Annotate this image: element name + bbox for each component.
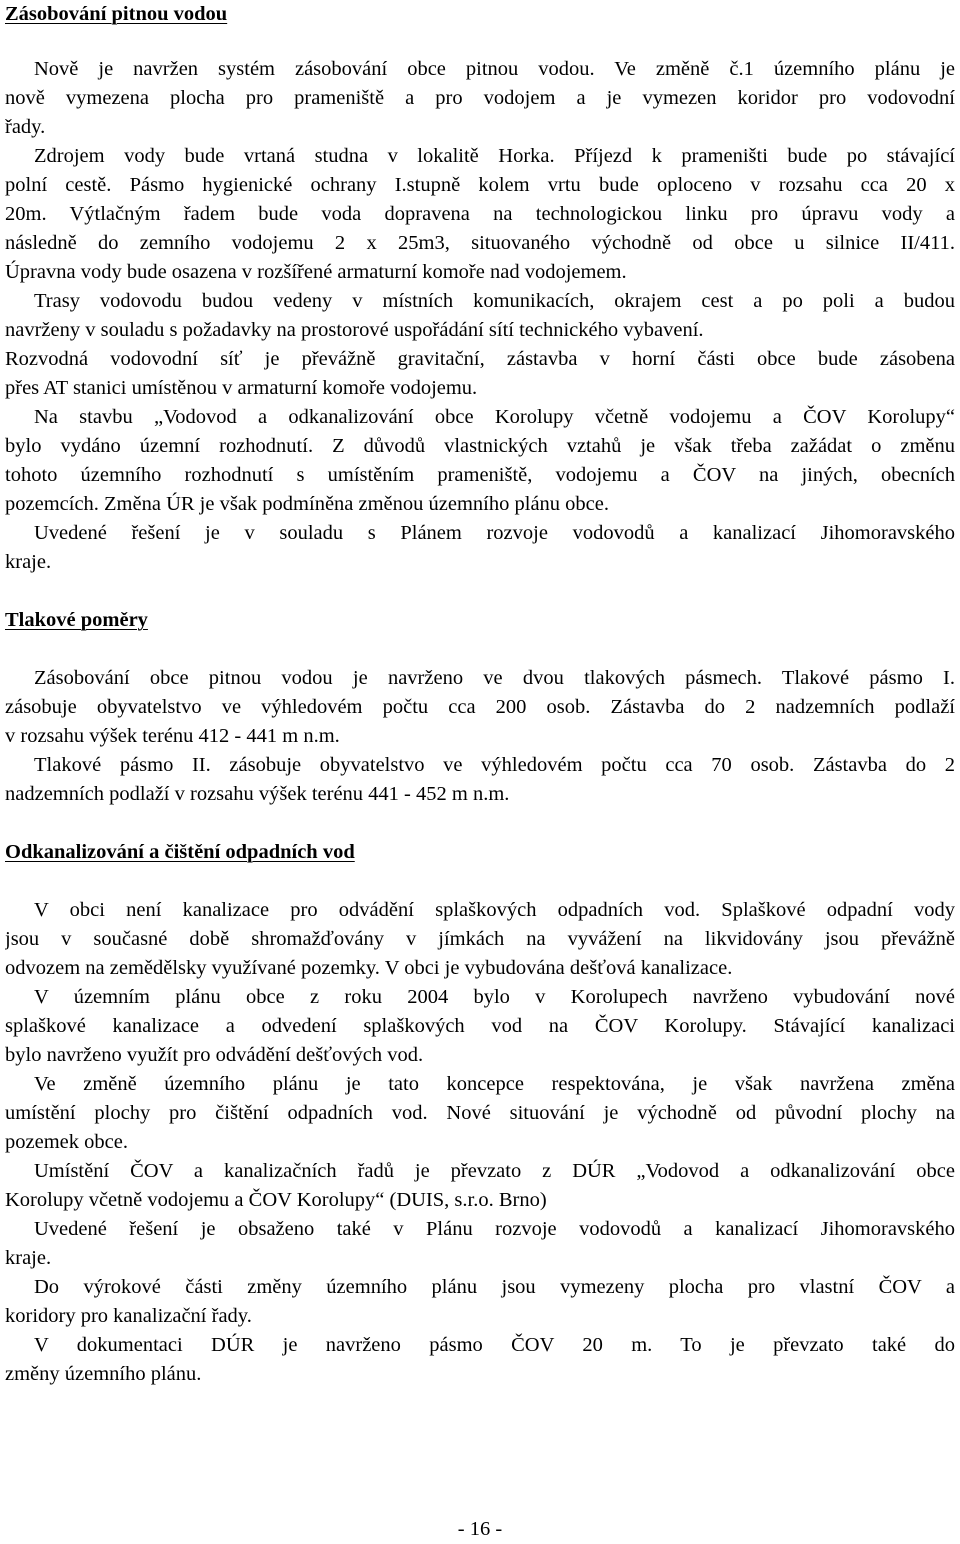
section-pressure (5, 606, 955, 635)
section-heading-pressure: Tlakové poměry (5, 609, 148, 631)
paragraph-sewage-1 (5, 896, 955, 983)
text-line: Ve změně územního plánu je tato koncepce respektována, je však navržena změna (34, 1073, 955, 1095)
page-number: - 16 - (457, 1518, 503, 1540)
paragraph-water-4 (5, 403, 955, 519)
text-line: tohoto územního rozhodnutí s umístěním prameniště, vodojemu a ČOV na jiných, obecních (5, 464, 955, 486)
paragraph-pressure-2 (5, 751, 955, 809)
paragraph-sewage-7 (5, 1331, 955, 1389)
text-line: bylo navrženo využít pro odvádění dešťových vod. (5, 1044, 424, 1066)
text-line: odvozem na zemědělsky využívané pozemky. V obci je vybudována dešťová kanalizace. (5, 957, 733, 979)
text-line: zásobuje obyvatelstvo ve výhledovém počtu cca 200 osob. Zástavba do 2 nadzemních podlaží (5, 696, 955, 718)
section-water-supply (5, 0, 955, 29)
text-line: nově vymezena plocha pro prameniště a pro vodojem a je vymezen koridor pro vodovodní (5, 87, 955, 109)
paragraph-sewage-6 (5, 1273, 955, 1331)
text-line: kraje. (5, 1247, 52, 1269)
text-line: pozemcích. Změna ÚR je však podmíněna změnou územního plánu obce. (5, 493, 609, 515)
text-line: Tlakové pásmo II. zásobuje obyvatelstvo ve výhledovém počtu cca 70 osob. Zástavba do 2 (34, 754, 955, 776)
text-line: splaškové kanalizace a odvedení splaškových vod na ČOV Korolupy. Stávající kanalizaci (5, 1015, 955, 1037)
text-line: Na stavbu „Vodovod a odkanalizování obce Korolupy včetně vodojemu a ČOV Korolupy“ (34, 406, 955, 428)
paragraph-water-1 (5, 55, 955, 142)
paragraph-pressure-1 (5, 664, 955, 751)
text-line: bylo vydáno územní rozhodnutí. Z důvodů vlastnických vztahů je však třeba zažádat o změnu (5, 435, 955, 457)
section-sewage (5, 838, 955, 867)
text-line: V dokumentaci DÚR je navrženo pásmo ČOV 20 m. To je převzato také do (34, 1334, 955, 1356)
text-line: změny územního plánu. (5, 1363, 202, 1385)
text-line: jsou v současné době shromažďovány v jímkách na vyvážení na likvidovány jsou převážně (5, 928, 955, 950)
paragraph-water-5 (5, 519, 955, 577)
section-heading-sewage: Odkanalizování a čištění odpadních vod (5, 841, 355, 863)
text-line: přes AT stanici umístěnou v armaturní komoře vodojemu. (5, 377, 478, 399)
section-heading-water-supply: Zásobování pitnou vodou (5, 3, 228, 25)
text-line: V územním plánu obce z roku 2004 bylo v Korolupech navrženo vybudování nové (34, 986, 955, 1008)
paragraph-sewage-2 (5, 983, 955, 1070)
text-line: Zdrojem vody bude vrtaná studna v lokalitě Horka. Příjezd k prameništi bude po stávající (34, 145, 955, 167)
paragraph-water-2 (5, 142, 955, 287)
text-line: Do výrokové části změny územního plánu jsou vymezeny plocha pro vlastní ČOV a (34, 1276, 955, 1298)
paragraph-sewage-5 (5, 1215, 955, 1273)
text-line: následně do zemního vodojemu 2 x 25m3, situovaného východně od obce u silnice II/411. (5, 232, 955, 254)
text-line: Uvedené řešení je obsaženo také v Plánu rozvoje vodovodů a kanalizací Jihomoravského (34, 1218, 955, 1240)
text-line: kraje. (5, 551, 52, 573)
text-line: Trasy vodovodu budou vedeny v místních komunikacích, okrajem cest a po poli a budou (34, 290, 955, 312)
paragraph-sewage-4 (5, 1157, 955, 1215)
text-line: pozemek obce. (5, 1131, 128, 1153)
text-line: řady. (5, 116, 46, 138)
paragraph-water-3 (5, 287, 955, 403)
text-line: Korolupy včetně vodojemu a ČOV Korolupy“ (DUIS, s.r.o. Brno) (5, 1189, 547, 1211)
text-line: umístění plochy pro čištění odpadních vod. Nové situování je východně od původní plochy na (5, 1102, 955, 1124)
text-line: Umístění ČOV a kanalizačních řadů je převzato z DÚR „Vodovod a odkanalizování obce (34, 1160, 955, 1182)
text-line: Nově je navržen systém zásobování obce pitnou vodou. Ve změně č.1 územního plánu je (34, 58, 955, 80)
text-line: Úpravna vody bude osazena v rozšířené armaturní komoře nad vodojemem. (5, 261, 627, 283)
text-line: Rozvodná vodovodní síť je převážně gravitační, zástavba v horní části obce bude zásobena (5, 348, 955, 370)
text-line: polní cestě. Pásmo hygienické ochrany I.stupně kolem vrtu bude oploceno v rozsahu cca 20 x (5, 174, 955, 196)
text-line: koridory pro kanalizační řady. (5, 1305, 252, 1327)
text-line: Uvedené řešení je v souladu s Plánem rozvoje vodovodů a kanalizací Jihomoravského (34, 522, 955, 544)
text-line: 20m. Výtlačným řadem bude voda dopravena na technologickou linku pro úpravu vody a (5, 203, 955, 225)
text-line: Zásobování obce pitnou vodou je navrženo ve dvou tlakových pásmech. Tlakové pásmo I. (34, 667, 955, 689)
text-line: v rozsahu výšek terénu 412 - 441 m n.m. (5, 725, 340, 747)
text-line: nadzemních podlaží v rozsahu výšek terénu 441 - 452 m n.m. (5, 783, 510, 805)
text-line: V obci není kanalizace pro odvádění splaškových odpadních vod. Splaškové odpadní vody (34, 899, 955, 921)
text-line: navrženy v souladu s požadavky na prostorové uspořádání sítí technického vybavení. (5, 319, 704, 341)
paragraph-sewage-3 (5, 1070, 955, 1157)
